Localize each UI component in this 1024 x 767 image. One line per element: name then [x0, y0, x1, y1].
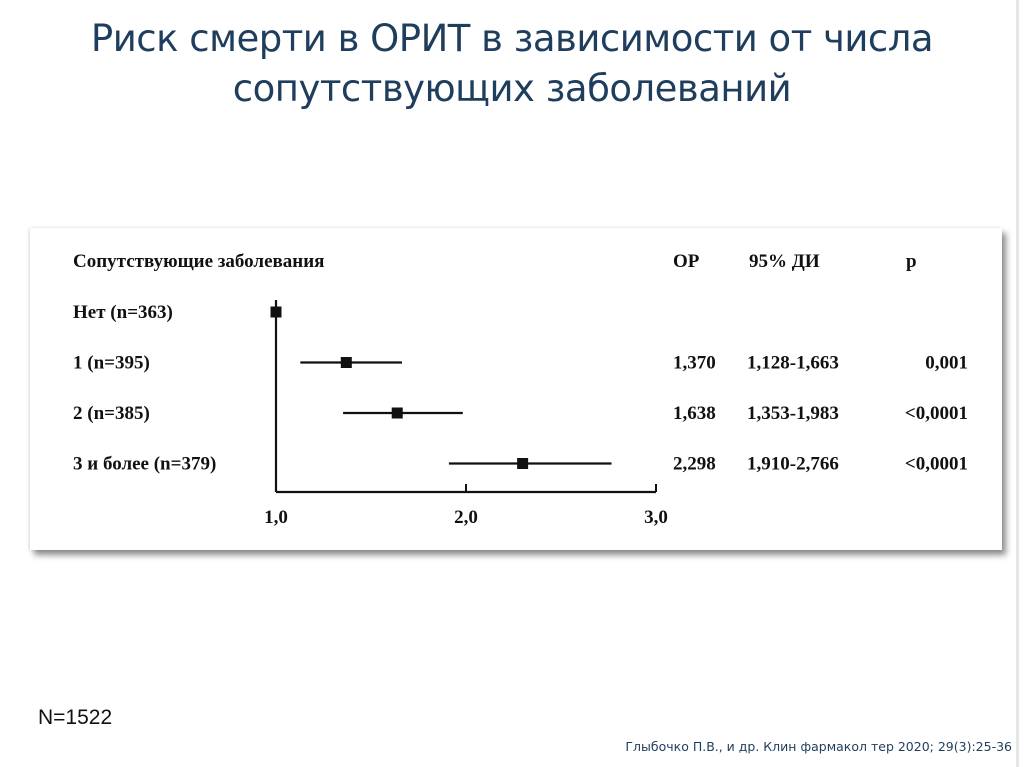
row-label: Нет (n=363) [73, 302, 173, 323]
x-tick-label: 3,0 [644, 507, 668, 528]
odds-ratio-value: 2,298 [673, 453, 716, 475]
p-value: <0,0001 [904, 453, 968, 475]
p-value: 0,001 [925, 352, 968, 374]
column-header-group: Сопутствующие заболевания [73, 251, 325, 272]
slide-title-line-1: Риск смерти в ОРИТ в зависимости от числа [90, 17, 934, 60]
odds-ratio-value: 1,370 [673, 352, 716, 374]
confidence-interval-value: 1,910-2,766 [747, 453, 839, 475]
p-value: <0,0001 [904, 403, 968, 424]
confidence-interval-value: 1,353-1,983 [747, 403, 839, 424]
point-estimate-marker [341, 357, 352, 368]
slide-title-line-2: сопутствующих заболеваний [232, 67, 792, 110]
x-tick-label: 1,0 [264, 507, 288, 528]
odds-ratio-value: 1,638 [673, 403, 716, 424]
slide-edge-divider [1016, 0, 1019, 767]
column-header-or: ОР [673, 251, 700, 272]
forest-plot-figure [30, 228, 1002, 550]
row-label: 3 и более (n=379) [73, 453, 217, 475]
point-estimate-marker [392, 408, 403, 419]
x-tick-label: 2,0 [454, 507, 478, 528]
sample-size-label: N=1522 [38, 706, 113, 729]
row-label: 2 (n=385) [73, 403, 150, 424]
forest-plot [30, 228, 1002, 550]
column-header-ci: 95% ДИ [749, 251, 820, 272]
slide-title [0, 14, 1024, 114]
citation: Глыбочко П.В., и др. Клин фармакол тер 2020; 29(3):25-36 [625, 739, 1012, 754]
point-estimate-marker [517, 458, 528, 469]
column-header-p: p [906, 251, 917, 272]
confidence-interval-value: 1,128-1,663 [747, 352, 839, 374]
row-label: 1 (n=395) [73, 352, 150, 374]
